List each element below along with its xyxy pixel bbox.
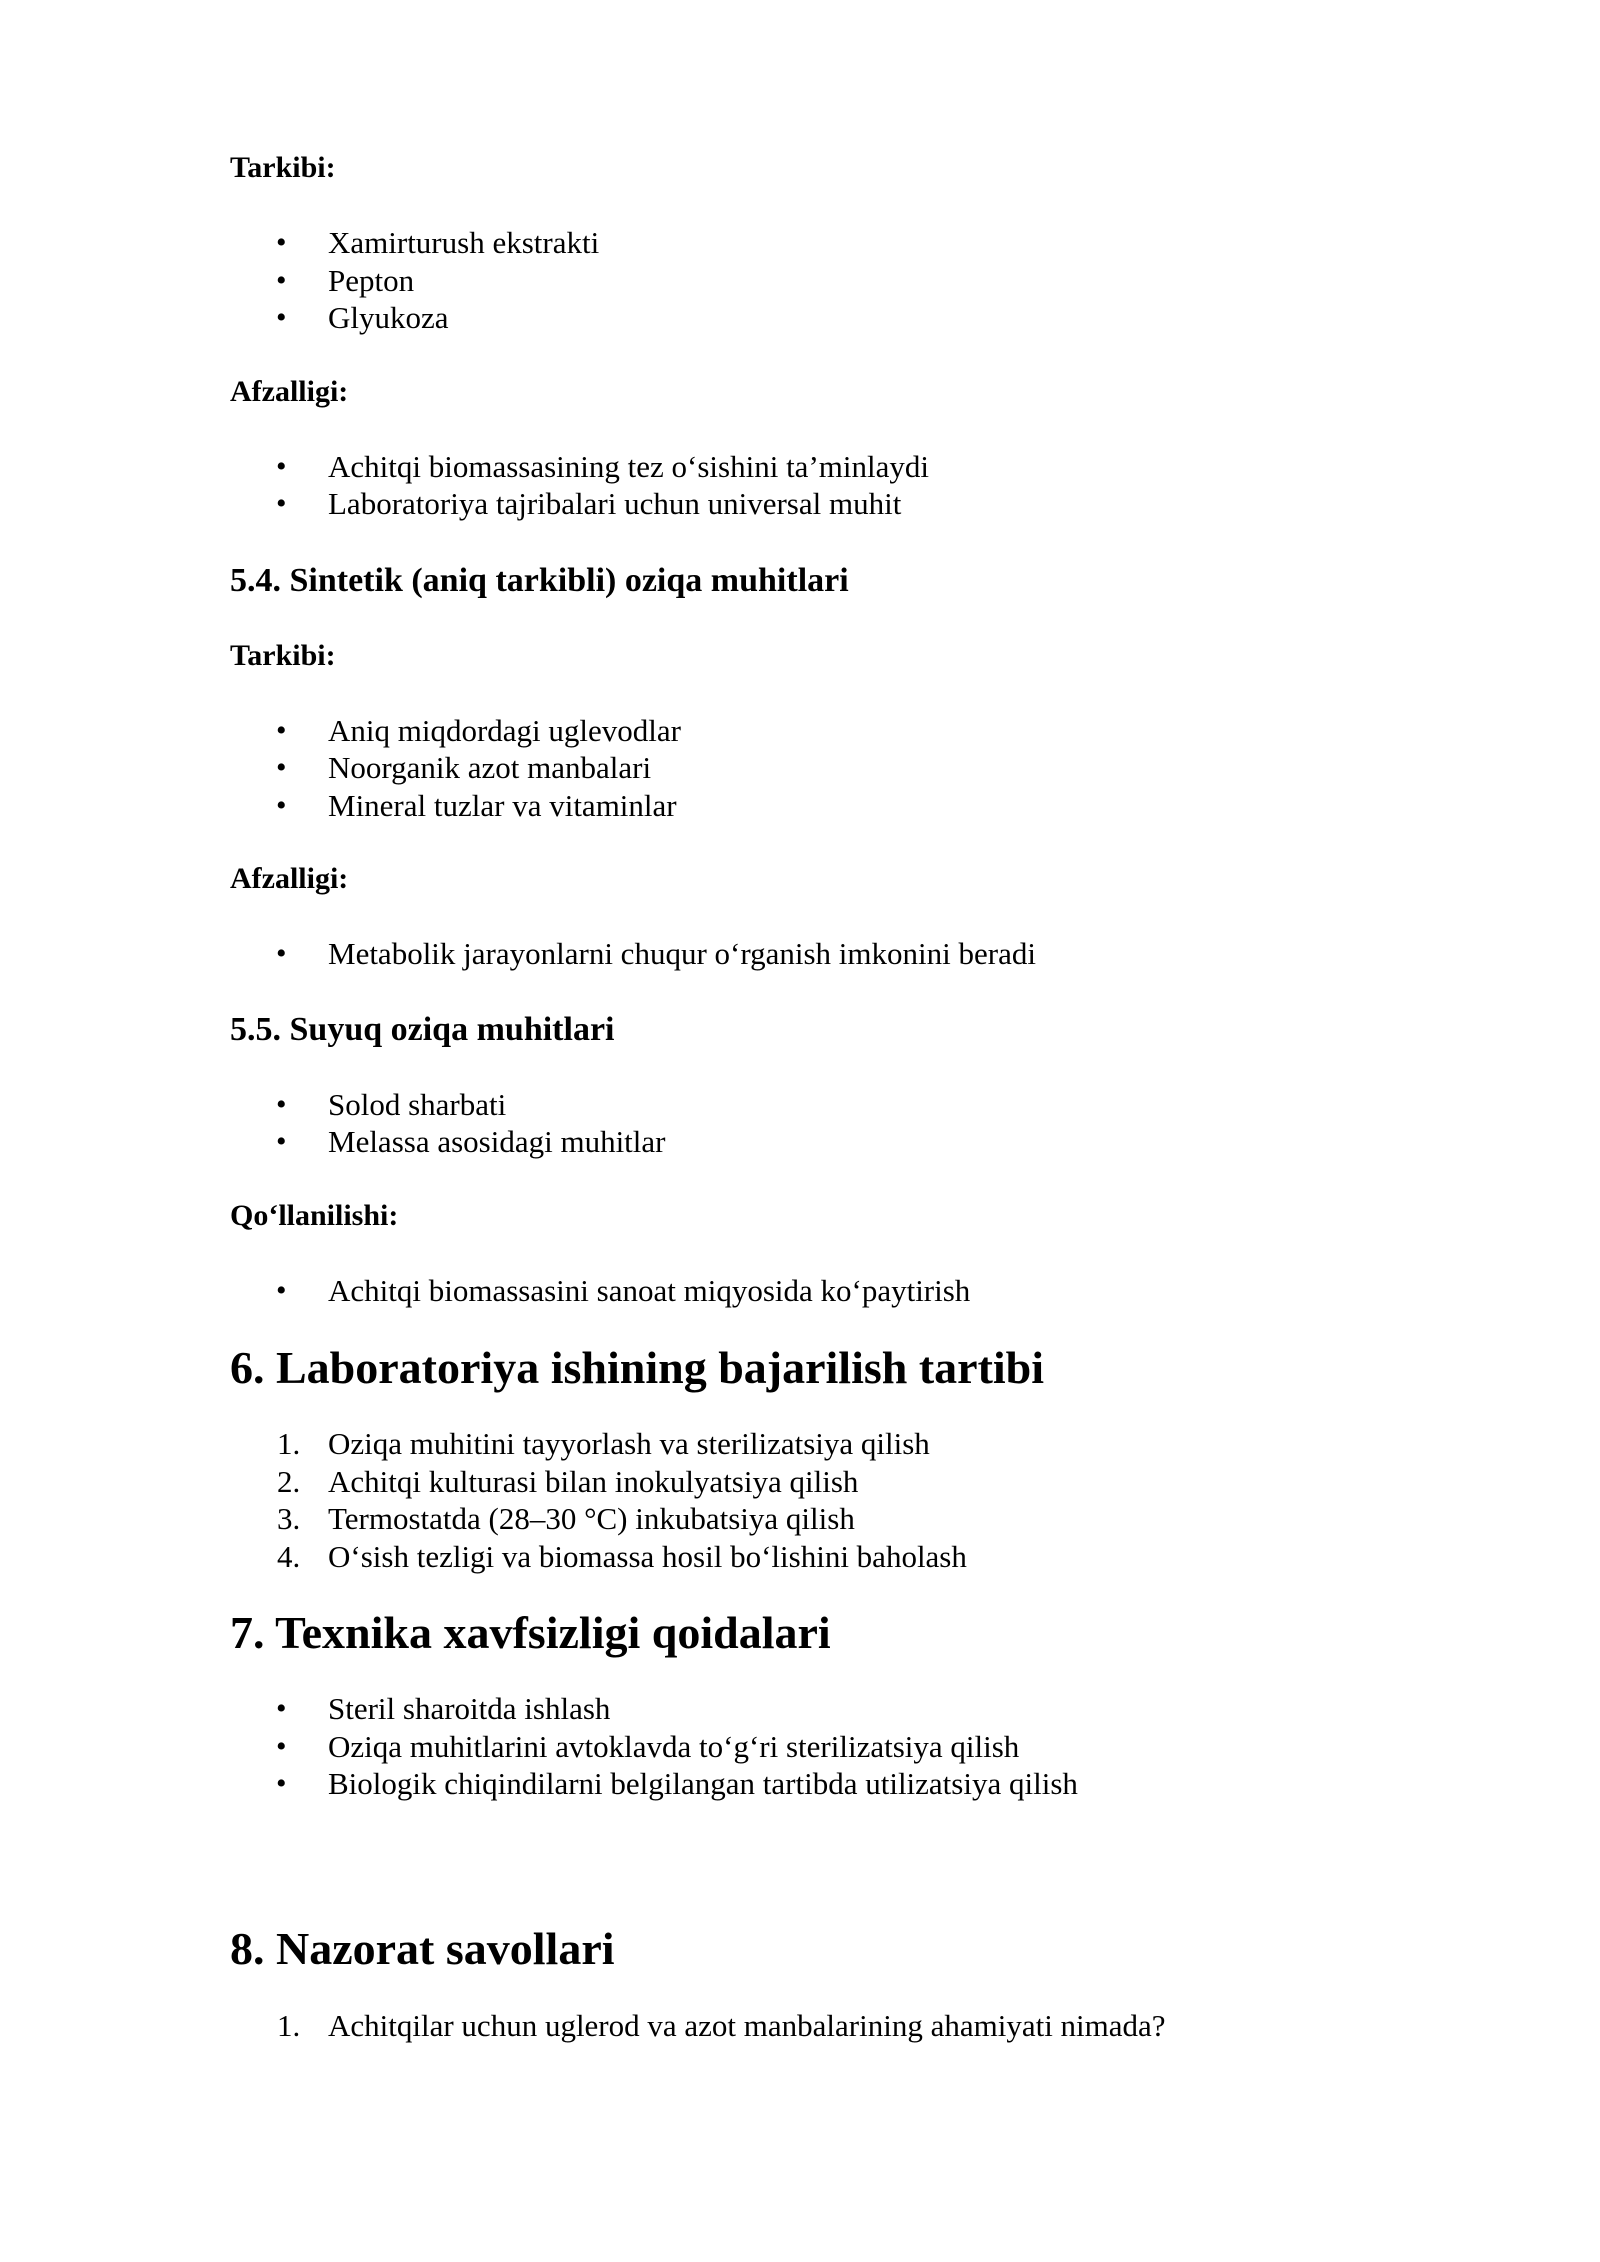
afzalligi-list <box>230 935 1410 973</box>
list-item: • Achitqi biomassasining tez o‘sishini ta’minlaydi <box>230 448 1410 486</box>
suyuq-list <box>230 1086 1410 1161</box>
list-item: • Oziqa muhitlarini avtoklavda to‘g‘ri sterilizatsiya qilish <box>230 1728 1410 1766</box>
afzalligi-list <box>230 448 1410 523</box>
section-heading-5-4: 5.4. Sintetik (aniq tarkibli) oziqa muhitlari <box>230 561 849 599</box>
document-page <box>230 150 1410 2044</box>
list-item: • Steril sharoitda ishlash <box>230 1690 1410 1728</box>
list-item <box>230 1538 1410 1576</box>
tarkibi-label: Tarkibi: <box>230 638 336 672</box>
section-heading-6: 6. Laboratoriya ishining bajarilish tartibi <box>230 1342 1045 1393</box>
step-text: Termostatda (28–30 °C) inkubatsiya qilish <box>328 1501 855 1536</box>
list-item <box>230 1425 1410 1463</box>
step-text: O‘sish tezligi va biomassa hosil bo‘lishini baholash <box>328 1538 967 1574</box>
afzalligi-label: Afzalligi: <box>230 862 349 895</box>
list-item: • Melassa asosidagi muhitlar <box>230 1123 1410 1161</box>
step-text: Achitqi kulturasi bilan inokulyatsiya qilish <box>328 1463 859 1499</box>
step-number: 3. <box>277 1501 301 1536</box>
list-item: • Laboratoriya tajribalari uchun universal muhit <box>230 485 1410 523</box>
list-item: • Metabolik jarayonlarni chuqur o‘rganish imkonini beradi <box>230 935 1410 973</box>
question-number: 1. <box>277 2007 301 2043</box>
list-item <box>230 1500 1410 1538</box>
safety-list <box>230 1690 1410 1803</box>
step-number: 1. <box>277 1426 301 1461</box>
tarkibi-list <box>230 712 1410 825</box>
tarkibi-label: Tarkibi: <box>230 151 336 184</box>
list-item: • Aniq miqdordagi uglevodlar <box>230 712 1410 750</box>
afzalligi-label: Afzalligi: <box>230 374 349 408</box>
step-number: 2. <box>277 1463 301 1499</box>
list-item <box>230 1463 1410 1501</box>
section-heading-7: 7. Texnika xavfsizligi qoidalari <box>230 1607 831 1658</box>
list-item: • Glyukoza <box>230 299 1410 337</box>
step-number: 4. <box>277 1538 301 1574</box>
list-item <box>230 2007 1410 2045</box>
questions-list <box>230 2007 1410 2045</box>
list-item: • Achitqi biomassasini sanoat miqyosida ko‘paytirish <box>230 1272 1410 1310</box>
list-item: • Pepton <box>230 262 1410 300</box>
list-item: • Solod sharbati <box>230 1086 1410 1124</box>
tarkibi-list <box>230 224 1410 337</box>
list-item: • Biologik chiqindilarni belgilangan tartibda utilizatsiya qilish <box>230 1765 1410 1803</box>
list-item: • Noorganik azot manbalari <box>230 749 1410 787</box>
step-text: Oziqa muhitini tayyorlash va sterilizatsiya qilish <box>328 1426 930 1461</box>
steps-list <box>230 1425 1410 1575</box>
section-heading-8: 8. Nazorat savollari <box>230 1922 615 1974</box>
qollanilishi-list <box>230 1272 1410 1310</box>
list-item: • Xamirturush ekstrakti <box>230 224 1410 262</box>
question-text: Achitqilar uchun uglerod va azot manbalarining ahamiyati nimada? <box>328 2007 1166 2043</box>
qollanilishi-label: Qo‘llanilishi: <box>230 1198 399 1232</box>
section-heading-5-5: 5.5. Suyuq oziqa muhitlari <box>230 1010 615 1048</box>
list-item: • Mineral tuzlar va vitaminlar <box>230 787 1410 825</box>
